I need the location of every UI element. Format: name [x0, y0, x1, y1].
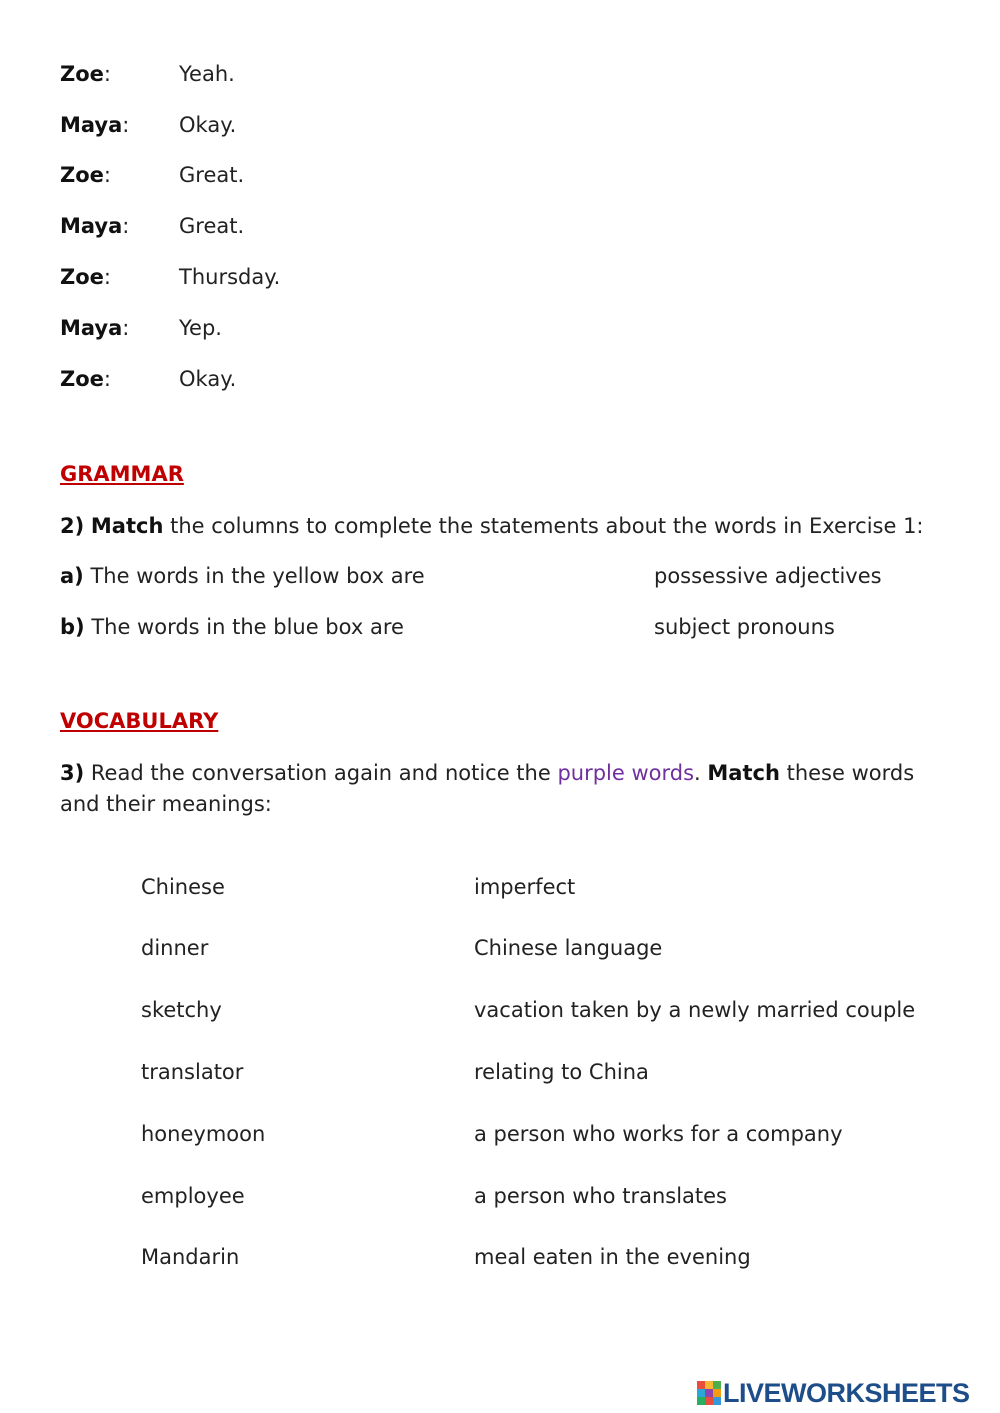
vocab-word[interactable]: honeymoon [141, 1122, 266, 1146]
dialogue-line: Great. [179, 214, 245, 238]
speaker-name: Zoe [60, 367, 104, 391]
speaker-name: Zoe [60, 163, 104, 187]
dialogue-row [60, 214, 129, 239]
speaker-name: Maya [60, 316, 123, 340]
vocab-word[interactable]: dinner [141, 936, 209, 960]
vocabulary-instruction-line2: and their meanings: [60, 792, 272, 816]
item-label: a) [60, 564, 84, 588]
speaker-name: Zoe [60, 62, 104, 86]
vocab-meaning[interactable]: Chinese language [474, 936, 663, 960]
dialogue-line: Great. [179, 163, 245, 187]
dialogue-row [60, 62, 111, 87]
dialogue-line: Okay. [179, 113, 237, 137]
vocab-meaning[interactable]: meal eaten in the evening [474, 1245, 751, 1269]
dialogue-row [60, 113, 129, 138]
exercise-number: 3) [60, 761, 85, 785]
statement-text: The words in the yellow box are [83, 564, 425, 588]
brand-logo[interactable] [697, 1378, 970, 1408]
colon: : [103, 62, 111, 86]
grammar-instruction [60, 514, 924, 539]
match-keyword: Match [707, 761, 780, 785]
match-keyword: Match [90, 514, 164, 538]
vocab-word[interactable]: Chinese [141, 875, 225, 899]
exercise-number: 2) [60, 514, 85, 538]
brand-name: LIVEWORKSHEETS [723, 1377, 970, 1408]
grammar-statement-a [60, 564, 425, 589]
speaker-name: Zoe [60, 265, 104, 289]
vocabulary-heading: VOCABULARY [60, 709, 219, 733]
item-label: b) [60, 615, 85, 639]
logo-grid-icon [697, 1381, 721, 1405]
speaker-name: Maya [60, 113, 123, 137]
instruction-text: . [694, 761, 708, 785]
colon: : [103, 163, 111, 187]
colon: : [122, 214, 130, 238]
vocabulary-instruction [60, 761, 914, 786]
grammar-heading: GRAMMAR [60, 462, 184, 486]
colon: : [122, 113, 130, 137]
dialogue-row [60, 367, 111, 392]
vocab-meaning[interactable]: a person who works for a company [474, 1122, 843, 1146]
colon: : [103, 367, 111, 391]
dialogue-line: Thursday. [179, 265, 281, 289]
instruction-text: the columns to complete the statements about the words in Exercise 1: [163, 514, 924, 538]
vocab-word[interactable]: translator [141, 1060, 244, 1084]
purple-words-text: purple words [557, 761, 695, 785]
instruction-text: Read the conversation again and notice the [84, 761, 558, 785]
grammar-statement-b [60, 615, 404, 640]
dialogue-line: Yep. [179, 316, 222, 340]
vocab-word[interactable]: employee [141, 1184, 245, 1208]
dialogue-row [60, 316, 129, 341]
vocab-meaning[interactable]: relating to China [474, 1060, 649, 1084]
colon: : [103, 265, 111, 289]
dialogue-line: Okay. [179, 367, 237, 391]
speaker-name: Maya [60, 214, 123, 238]
vocab-meaning[interactable]: a person who translates [474, 1184, 727, 1208]
instruction-text: these words [779, 761, 915, 785]
vocab-word[interactable]: Mandarin [141, 1245, 240, 1269]
vocab-meaning[interactable]: vacation taken by a newly married couple [474, 998, 916, 1022]
vocab-meaning[interactable]: imperfect [474, 875, 576, 899]
dialogue-row [60, 163, 111, 188]
grammar-option[interactable]: possessive adjectives [654, 564, 882, 588]
vocab-word[interactable]: sketchy [141, 998, 222, 1022]
dialogue-row [60, 265, 111, 290]
colon: : [122, 316, 130, 340]
grammar-option[interactable]: subject pronouns [654, 615, 835, 639]
statement-text: The words in the blue box are [84, 615, 404, 639]
dialogue-line: Yeah. [179, 62, 235, 86]
